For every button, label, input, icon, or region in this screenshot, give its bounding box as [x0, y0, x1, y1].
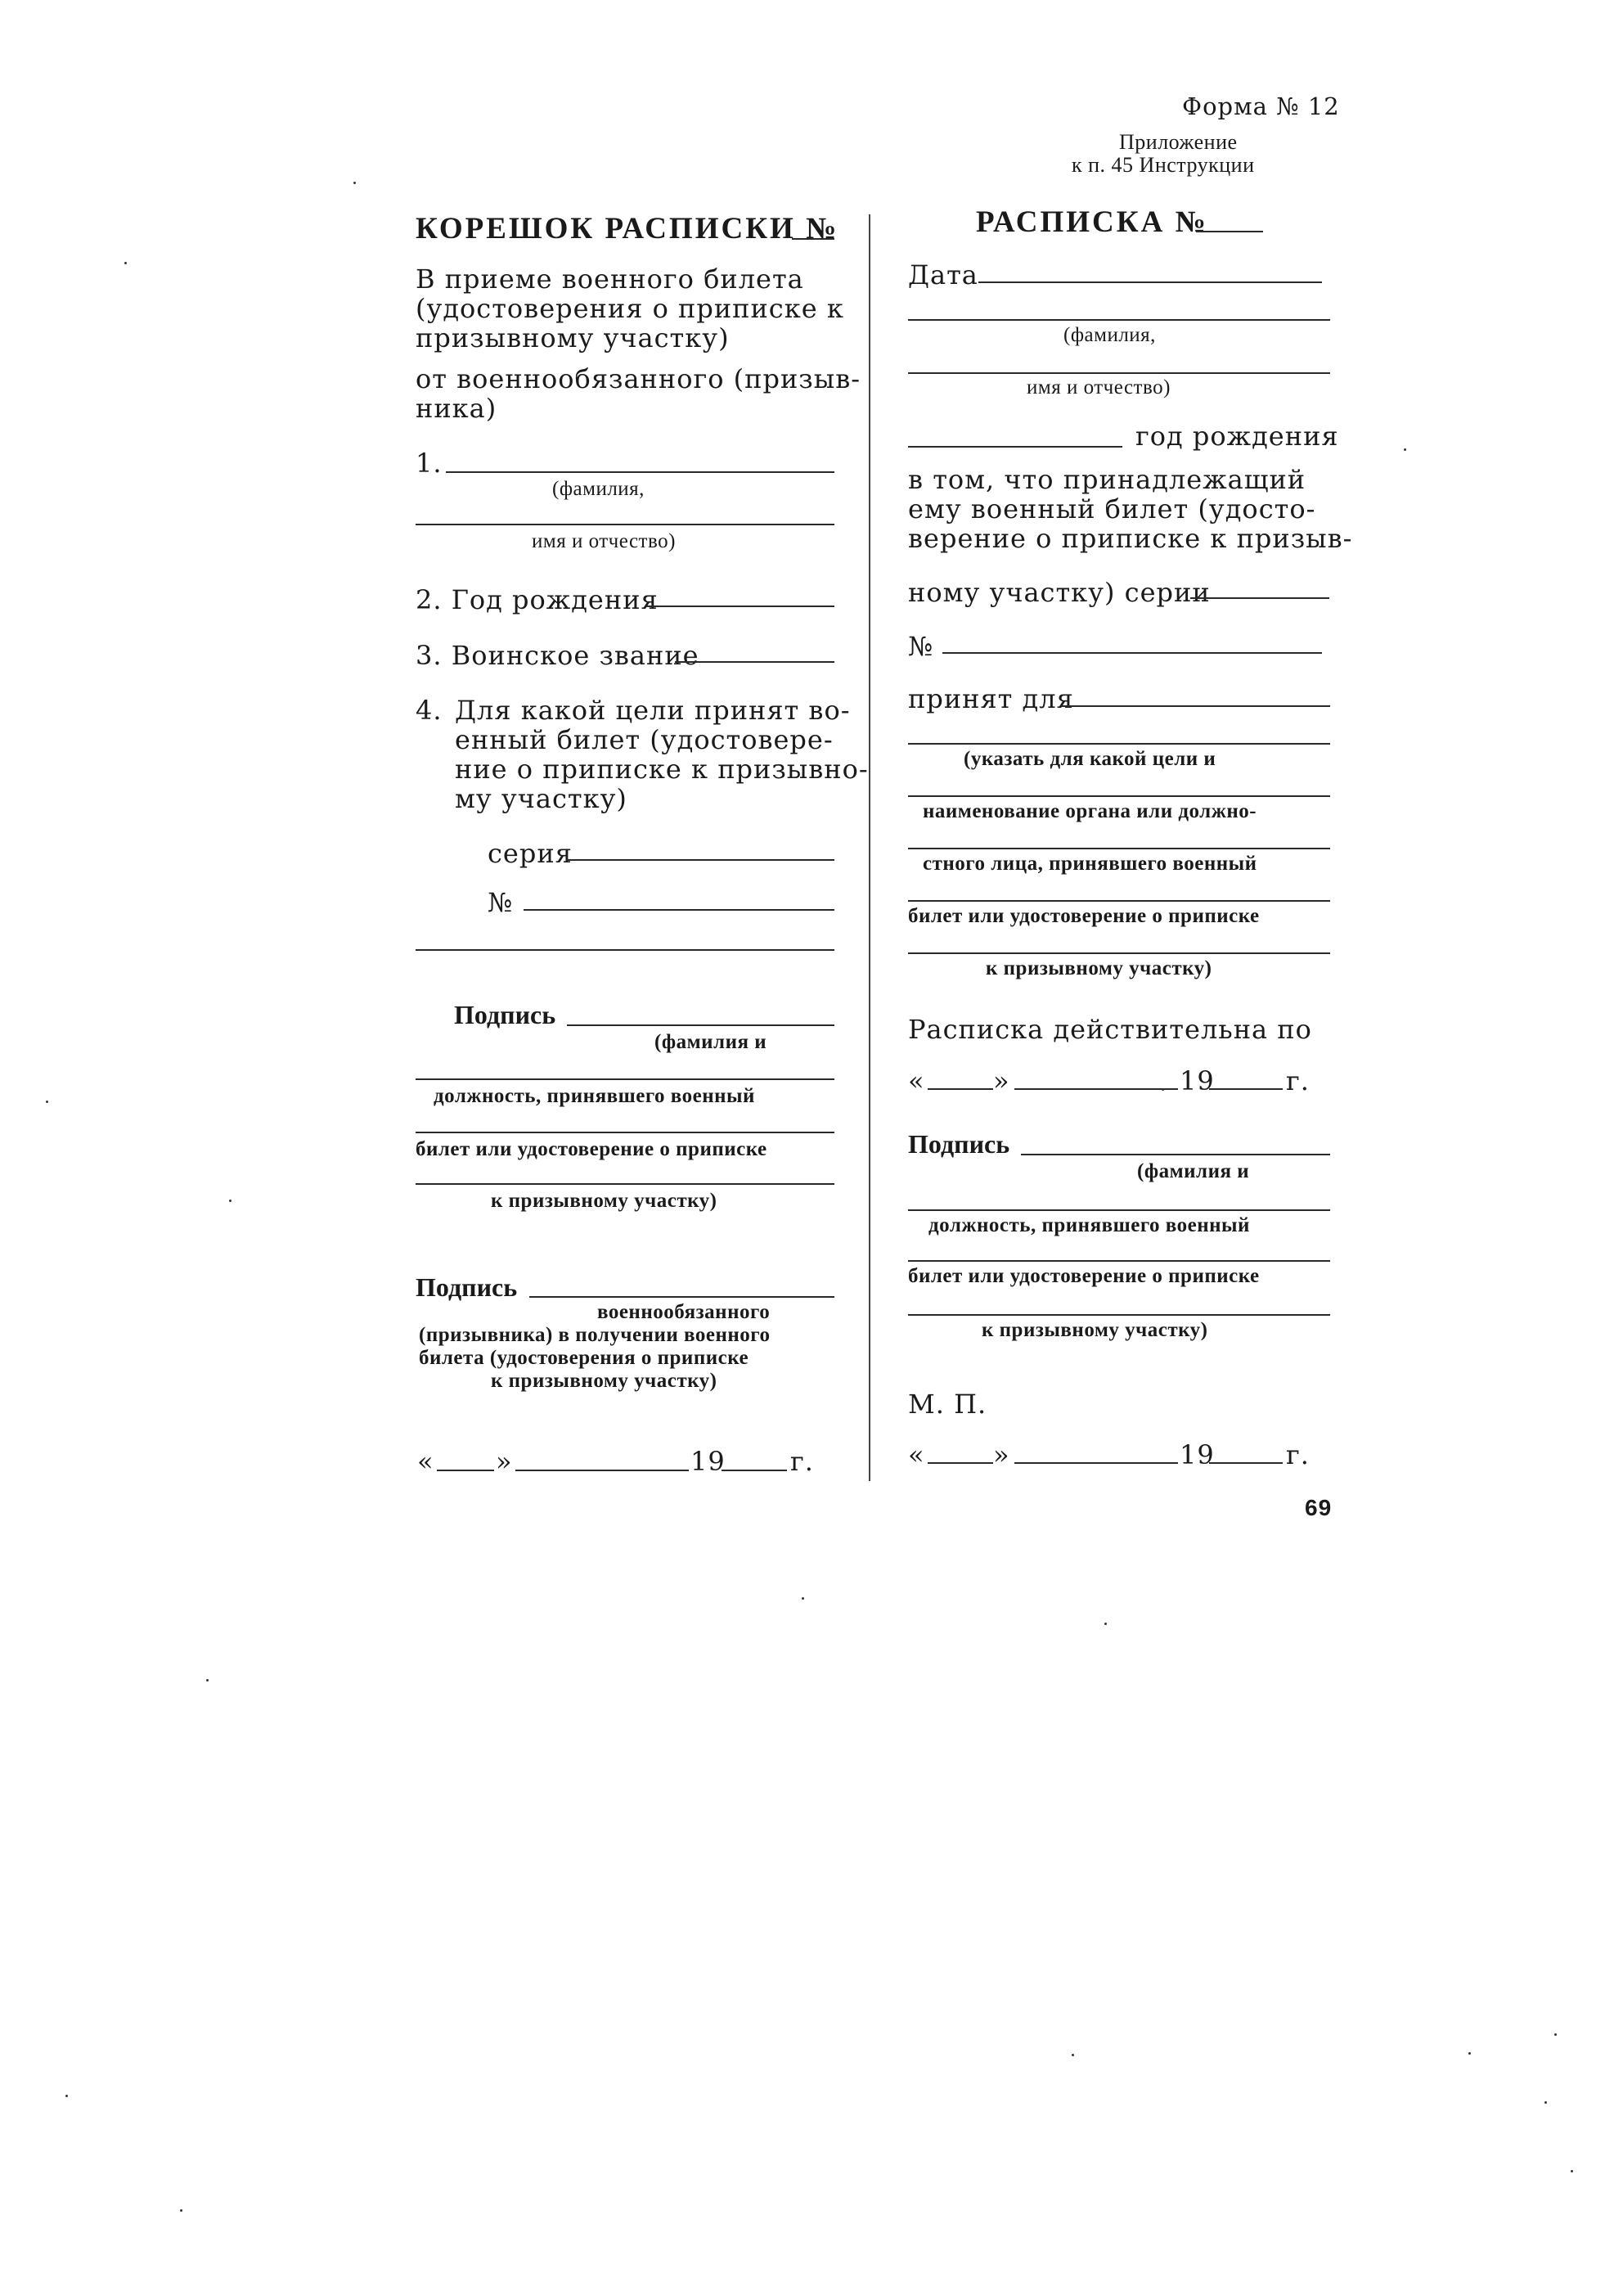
receipt-doc-number-field[interactable] — [942, 652, 1322, 654]
stub-date-month-field[interactable] — [515, 1470, 689, 1471]
receipt-date-label: Дата — [908, 259, 978, 290]
speck — [46, 1101, 48, 1103]
stub-from-line2: ника) — [416, 393, 497, 424]
speck — [353, 182, 356, 184]
stub-sig1-caption3: билет или удостоверение о приписке — [416, 1138, 767, 1160]
receipt-purpose-field[interactable] — [1062, 705, 1330, 707]
receipt-signature-label: Подпись — [908, 1129, 1010, 1159]
stub-purpose-line2: енный билет (удостовере- — [455, 724, 834, 755]
speck — [1544, 2101, 1547, 2104]
receipt-name-caption-2: имя и отчество) — [1027, 376, 1171, 398]
stub-from-line1: от военнообязанного (призыв- — [416, 363, 861, 394]
receipt-body-line1: в том, что принадлежащий — [908, 464, 1306, 495]
receipt-purpose-caption5: к призывному участку) — [986, 957, 1212, 979]
receipt-issue-day-field[interactable] — [928, 1462, 993, 1464]
receipt-body-line3: верение о приписке к призыв- — [908, 523, 1353, 554]
speck — [1104, 1623, 1107, 1625]
stub-series-label: серия — [488, 838, 573, 869]
speck — [1554, 2033, 1557, 2036]
receipt-purpose-line3[interactable] — [908, 795, 1330, 797]
receipt-valid-until-label: Расписка действительна по — [908, 1014, 1312, 1045]
receipt-purpose-caption3: стного лица, принявшего военный — [923, 853, 1257, 875]
receipt-date-close-quote: » — [993, 1065, 1010, 1096]
stub-signature2-label: Подпись — [416, 1272, 518, 1302]
receipt-number-label: № — [908, 631, 934, 662]
stub-date-day-field[interactable] — [437, 1470, 494, 1471]
speck — [1468, 2052, 1471, 2055]
speck — [1571, 2170, 1573, 2172]
stub-birth-year-label: 2. Год рождения — [416, 584, 659, 615]
stub-number-field[interactable] — [792, 238, 834, 240]
receipt-purpose-line4[interactable] — [908, 848, 1330, 849]
receipt-sig-line3[interactable] — [908, 1260, 1330, 1262]
receipt-date-field[interactable] — [978, 281, 1322, 283]
receipt-date2-close-quote: » — [993, 1439, 1010, 1470]
receipt-name-field[interactable] — [908, 319, 1330, 321]
receipt-date-year-suffix: г. — [1286, 1065, 1310, 1096]
receipt-name-field-2[interactable] — [908, 372, 1330, 374]
receipt-seal-label: М. П. — [908, 1389, 987, 1420]
stub-sig1-caption2: должность, принявшего военный — [434, 1085, 755, 1107]
appendix-reference: к п. 45 Инструкции — [1072, 153, 1255, 177]
stub-intro-line3: призывному участку) — [416, 322, 730, 353]
stub-item4-number: 4. — [416, 695, 443, 726]
stub-intro-line1: В приеме военного билета — [416, 263, 804, 295]
stub-rank-field[interactable] — [675, 661, 834, 663]
receipt-issue-month-field[interactable] — [1014, 1462, 1178, 1464]
stub-name-caption: (фамилия, — [552, 478, 645, 500]
receipt-name-caption: (фамилия, — [1063, 324, 1156, 346]
appendix-label: Приложение — [1119, 130, 1238, 154]
receipt-title: РАСПИСКА № — [976, 205, 1208, 239]
receipt-valid-day-field[interactable] — [928, 1088, 993, 1090]
stub-date-year-field[interactable] — [722, 1470, 787, 1471]
stub-name-field-2[interactable] — [416, 524, 834, 525]
speck — [1404, 448, 1406, 451]
page-number: 69 — [1305, 1495, 1333, 1520]
stub-item1-number: 1. — [416, 448, 443, 479]
receipt-signature-field[interactable] — [1021, 1154, 1330, 1155]
stub-birth-year-field[interactable] — [646, 606, 834, 607]
stub-rank-label: 3. Воинское звание — [416, 640, 699, 671]
stub-sig1-line3[interactable] — [416, 1132, 834, 1133]
stub-doc-number-field[interactable] — [524, 909, 834, 911]
speck — [180, 2209, 182, 2212]
stub-name-field[interactable] — [446, 471, 834, 473]
stub-sig2-caption3: билета (удостоверения о приписке — [419, 1347, 749, 1369]
stub-series-field[interactable] — [566, 859, 834, 861]
receipt-valid-year-field[interactable] — [1209, 1088, 1283, 1090]
speck — [802, 1597, 804, 1600]
receipt-sig-caption4: к призывному участку) — [982, 1319, 1208, 1341]
receipt-series-field[interactable] — [1190, 597, 1329, 599]
stub-extra-line[interactable] — [416, 949, 834, 951]
stub-title: КОРЕШОК РАСПИСКИ № — [416, 212, 839, 245]
receipt-issue-year-field[interactable] — [1209, 1462, 1283, 1464]
receipt-sig-caption2: должность, принявшего военный — [928, 1214, 1250, 1236]
stub-intro-line2: (удостоверения о приписке к — [416, 293, 844, 324]
stub-sig1-caption4: к призывному участку) — [491, 1190, 717, 1212]
stub-date-year-prefix: 19 — [690, 1446, 726, 1477]
receipt-accepted-for-label: принят для — [908, 683, 1074, 714]
stub-sig1-line2[interactable] — [416, 1078, 834, 1080]
receipt-date-open-quote: « — [908, 1065, 925, 1096]
receipt-purpose-line6[interactable] — [908, 952, 1330, 954]
stub-purpose-line1: Для какой цели принят во- — [455, 695, 851, 726]
receipt-purpose-caption4: билет или удостоверение о приписке — [908, 905, 1260, 927]
receipt-birth-year-label: год рождения — [1135, 421, 1339, 452]
stub-sig2-caption4: к призывному участку) — [491, 1370, 717, 1392]
receipt-purpose-line2[interactable] — [908, 743, 1330, 745]
stub-signature1-label: Подпись — [454, 1000, 556, 1029]
speck — [206, 1679, 209, 1681]
speck — [229, 1200, 232, 1202]
receipt-purpose-line5[interactable] — [908, 900, 1330, 902]
stub-signature1-field[interactable] — [567, 1024, 834, 1026]
stub-date-year-suffix: г. — [790, 1446, 814, 1477]
stub-sig1-caption1: (фамилия и — [654, 1031, 767, 1053]
receipt-date2-open-quote: « — [908, 1439, 925, 1470]
receipt-sig-caption1: (фамилия и — [1137, 1160, 1250, 1182]
form-number: Форма № 12 — [1182, 92, 1340, 120]
column-divider — [869, 214, 870, 1481]
stub-number-label: № — [488, 887, 514, 918]
stub-sig2-caption2: (призывника) в получении военного — [419, 1324, 771, 1346]
stub-date-close-quote: » — [496, 1446, 513, 1477]
receipt-date2-year-suffix: г. — [1286, 1439, 1310, 1470]
speck — [1162, 1088, 1164, 1091]
receipt-series-label: ному участку) серии — [908, 577, 1211, 608]
receipt-number-field[interactable] — [1196, 231, 1263, 232]
speck — [65, 2095, 68, 2097]
receipt-valid-month-field[interactable] — [1014, 1088, 1178, 1090]
stub-purpose-line3: ние о приписке к призывно- — [455, 754, 869, 785]
receipt-purpose-caption2: наименование органа или должно- — [923, 800, 1257, 822]
speck — [124, 262, 127, 264]
receipt-purpose-caption1: (указать для какой цели и — [964, 748, 1216, 770]
receipt-sig-caption3: билет или удостоверение о приписке — [908, 1265, 1260, 1287]
stub-sig1-line4[interactable] — [416, 1183, 834, 1185]
receipt-birth-year-field[interactable] — [908, 446, 1122, 448]
receipt-sig-line2[interactable] — [908, 1209, 1330, 1211]
stub-name-caption-2: имя и отчество) — [532, 530, 676, 552]
stub-date-open-quote: « — [417, 1446, 434, 1477]
stub-purpose-line4: му участку) — [455, 783, 627, 814]
stub-sig2-caption1: военнообязанного — [597, 1301, 771, 1323]
receipt-sig-line4[interactable] — [908, 1314, 1330, 1316]
speck — [1072, 2054, 1074, 2056]
receipt-date-year-prefix: 19 — [1180, 1065, 1215, 1096]
stub-signature2-field[interactable] — [529, 1296, 834, 1298]
receipt-body-line2: ему военный билет (удосто- — [908, 493, 1316, 524]
receipt-date2-year-prefix: 19 — [1180, 1439, 1215, 1470]
